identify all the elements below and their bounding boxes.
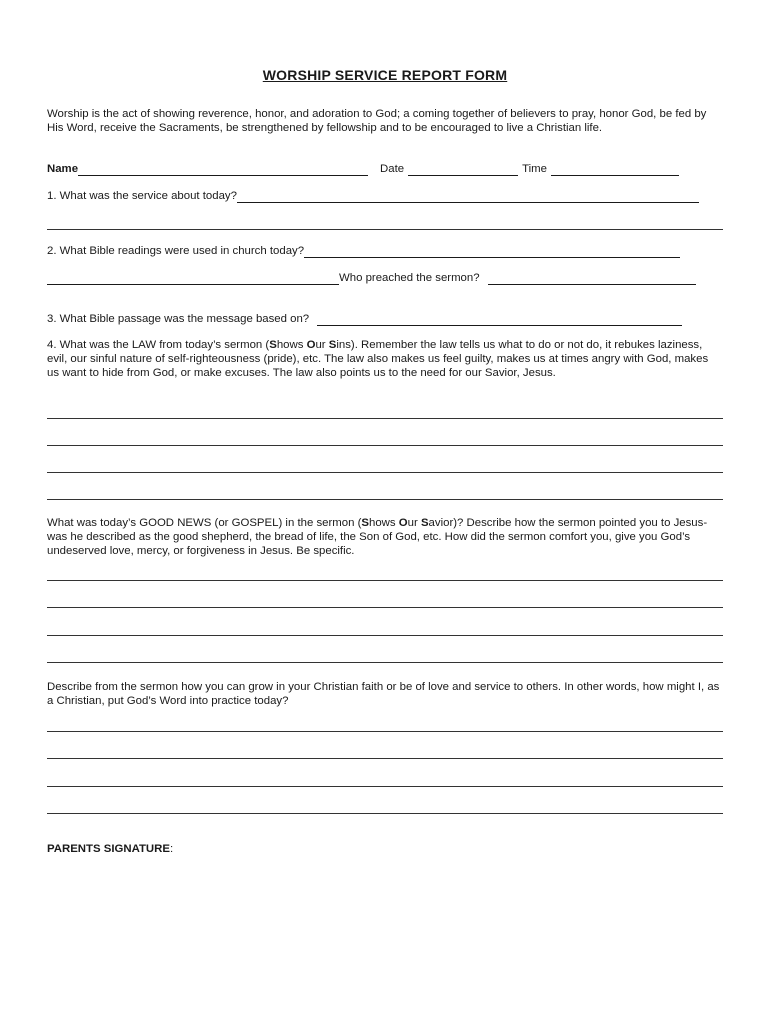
question-2-row <box>47 242 723 258</box>
question-6-answer-line-3[interactable] <box>47 786 723 787</box>
question-4-bold-s2: S <box>328 339 337 351</box>
question-6-answer-line-2[interactable] <box>47 758 723 759</box>
preacher-answer-line[interactable] <box>488 273 696 285</box>
question-5-prefix: What was today’s GOOD NEWS (or GOSPEL) in the sermon ( <box>47 517 362 529</box>
question-1-answer-line-1[interactable] <box>237 191 699 203</box>
intro-paragraph: Worship is the act of showing reverence, honor, and adoration to God; a coming together of believers to pray, honor God, be fed by His Word, receive the Sacraments, be strengthened by fellowship and to be encouraged to live a Christian life. <box>47 108 707 134</box>
question-3-label: 3. What Bible passage was the message based on? <box>47 313 310 325</box>
question-5-rest: avior)? Describe how the sermon pointed you to Jesus- was he described as the good shepherd, the bread of life, the Son of God, etc. How did the sermon comfort you, give you God’s undeserved love, mercy, or forgiveness in Jesus. Be specific. <box>47 517 708 557</box>
name-date-time-row <box>47 160 723 176</box>
question-4-text <box>47 338 723 380</box>
report-form <box>47 0 723 1024</box>
question-5-answer-line-1[interactable] <box>47 580 723 581</box>
date-label: Date <box>380 163 405 175</box>
question-4-answer-line-3[interactable] <box>47 472 723 473</box>
name-label: Name <box>47 163 79 175</box>
time-field[interactable] <box>551 164 679 176</box>
question-2b-label: Who preached the sermon? <box>339 272 480 284</box>
question-4-answer-line-2[interactable] <box>47 445 723 446</box>
question-2-label: 2. What Bible readings were used in church today? <box>47 245 305 257</box>
question-4-ur: ur <box>315 339 329 351</box>
question-4-answer-line-4[interactable] <box>47 499 723 500</box>
signature-colon: : <box>169 843 174 855</box>
question-2b-row <box>47 269 723 285</box>
date-field[interactable] <box>408 164 518 176</box>
question-4-rest: ins). Remember the law tells us what to do or not do, it rebukes laziness, evil, our sinful nature of self-righteousness (pride), etc. The law also makes us feel guilty, makes us at times angry with God, makes us want to hide from God, or make excuses. The law also points us to the need for our Savior, Jesus. <box>47 339 709 379</box>
question-1-answer-line-2[interactable] <box>47 229 723 230</box>
question-1-label: 1. What was the service about today? <box>47 190 237 202</box>
question-2-answer-line-2[interactable] <box>47 273 339 285</box>
question-5-bold-o: O <box>398 517 408 529</box>
name-field[interactable] <box>78 164 368 176</box>
question-4-prefix: 4. What was the LAW from today’s sermon ( <box>47 339 270 351</box>
question-3-row <box>47 310 723 326</box>
question-4-bold-s: S <box>269 339 277 351</box>
question-5-bold-s: S <box>361 517 369 529</box>
question-1-row <box>47 187 723 203</box>
question-6-text: Describe from the sermon how you can grow in your Christian faith or be of love and service to others. In other words, how might I, as a Christian, put God’s Word into practice today? <box>47 681 720 707</box>
question-4-hows: hows <box>276 339 307 351</box>
question-5-answer-line-3[interactable] <box>47 635 723 636</box>
question-4-answer-line-1[interactable] <box>47 418 723 419</box>
signature-row <box>47 840 723 856</box>
signature-label: PARENTS SIGNATURE <box>47 843 170 855</box>
question-5-ur: ur <box>407 517 421 529</box>
question-5-hows: hows <box>369 517 399 529</box>
question-5-text <box>47 516 723 558</box>
question-2-answer-line-1[interactable] <box>304 246 680 258</box>
question-6-answer-line-4[interactable] <box>47 813 723 814</box>
form-title: WORSHIP SERVICE REPORT FORM <box>262 67 508 83</box>
question-5-answer-line-2[interactable] <box>47 607 723 608</box>
question-4-bold-o: O <box>306 339 316 351</box>
question-5-answer-line-4[interactable] <box>47 662 723 663</box>
question-3-answer-line[interactable] <box>317 314 682 326</box>
question-5-bold-s2: S <box>420 517 429 529</box>
question-6-answer-line-1[interactable] <box>47 731 723 732</box>
time-label: Time <box>522 163 547 175</box>
